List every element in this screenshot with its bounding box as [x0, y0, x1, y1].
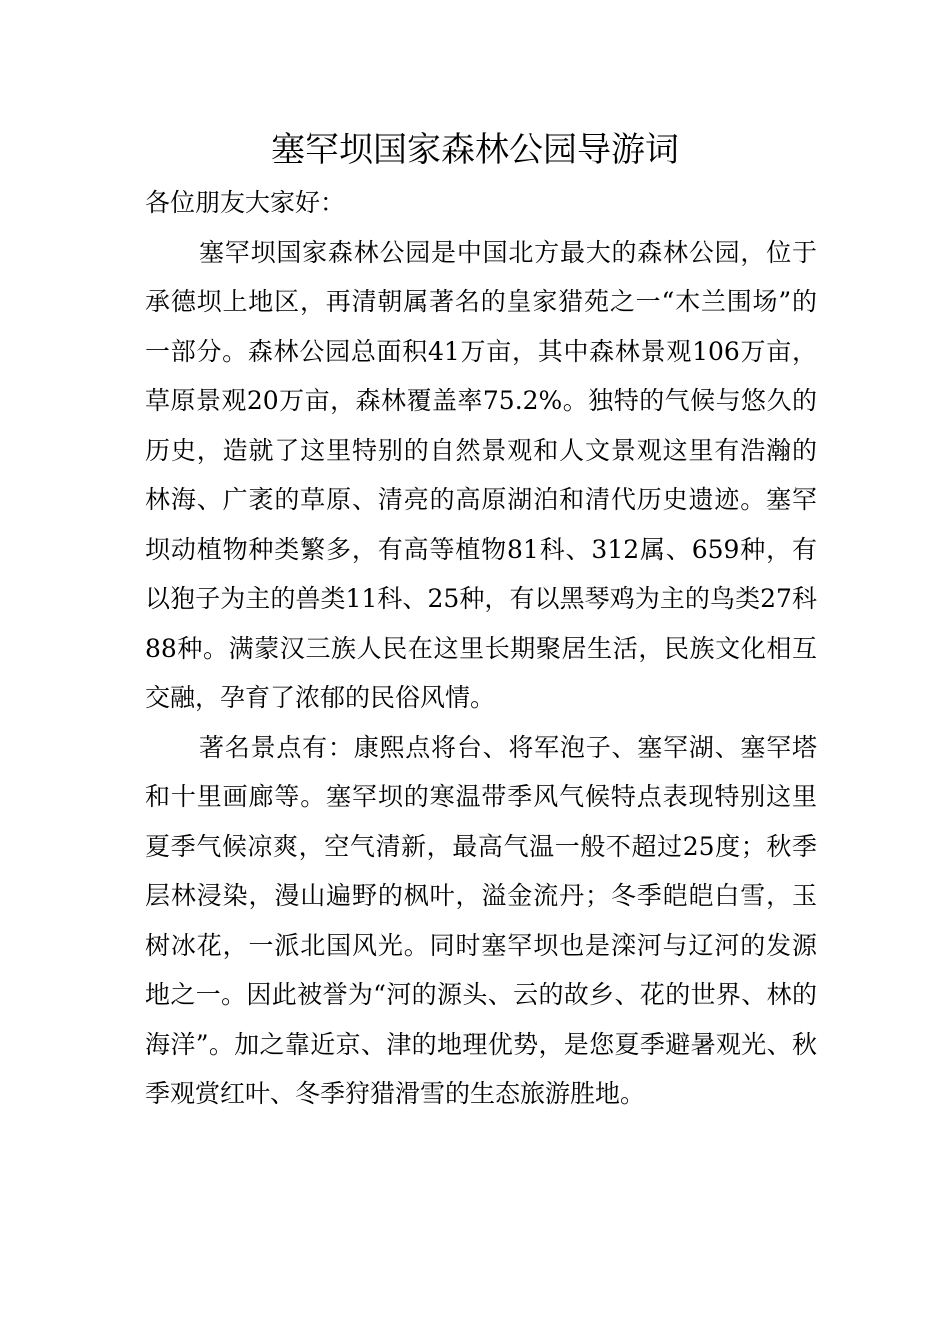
- document-body: [145, 178, 817, 1119]
- greeting: 各位朋友大家好：: [145, 188, 346, 217]
- document-title: 塞罕坝国家森林公园导游词: [271, 130, 679, 170]
- paragraph-intro: 塞罕坝国家森林公园是中国北方最大的森林公园，位于承德坝上地区，再清朝属著名的皇家猎苑之一“木兰围场”的一部分。森林公园总面积41万亩，其中森林景观106万亩，草原景观20万亩，森林覆盖率75.2%。独特的气候与悠久的历史，造就了这里特别的自然景观和人文景观这里有浩瀚的林海、广袤的草原、清亮的高原湖泊和清代历史遗迹。塞罕坝动植物种类繁多，有高等植物81科、312属、659种，有以狍子为主的兽类11科、25种，有以黑琴鸡为主的鸟类27科88种。满蒙汉三族人民在这里长期聚居生活，民族文化相互交融，孕育了浓郁的民俗风情。: [145, 237, 817, 712]
- paragraph-attractions: 著名景点有：康熙点将台、将军泡子、塞罕湖、塞罕塔和十里画廊等。塞罕坝的寒温带季风气候特点表现特别这里夏季气候凉爽，空气清新，最高气温一般不超过25度；秋季层林浸染，漫山遍野的枫叶，溢金流丹；冬季皑皑白雪，玉树冰花，一派北国风光。同时塞罕坝也是滦河与辽河的发源地之一。因此被誉为“河的源头、云的故乡、花的世界、林的海洋”。加之靠近京、津的地理优势，是您夏季避暑观光、秋季观赏红叶、冬季狩猎滑雪的生态旅游胜地。: [145, 732, 817, 1108]
